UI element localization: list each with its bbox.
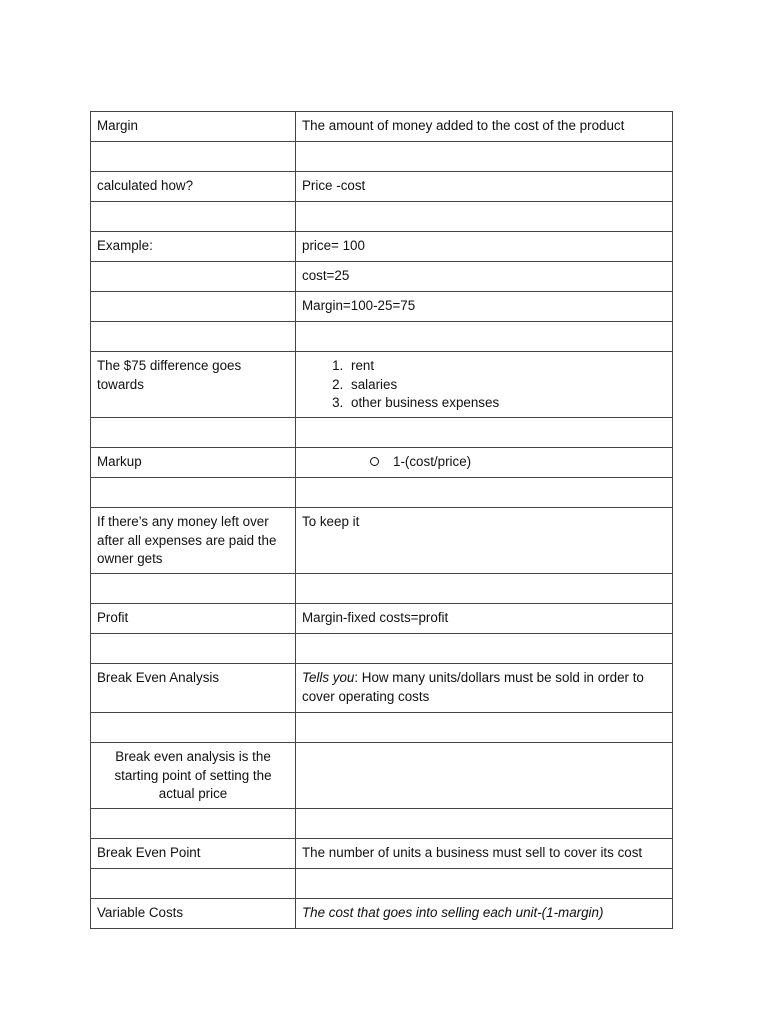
definition-cell: price= 100	[296, 232, 673, 262]
table-row	[91, 142, 673, 172]
term-cell	[91, 262, 296, 292]
definition-cell	[296, 713, 673, 743]
term-cell: Break even analysis is the starting point of setting the actual price	[91, 743, 296, 809]
expense-list	[302, 357, 666, 413]
term-cell	[91, 202, 296, 232]
table-row	[91, 352, 673, 418]
definition-cell: Price -cost	[296, 172, 673, 202]
definition-cell: To keep it	[296, 508, 673, 574]
table-row	[91, 899, 673, 929]
table-row	[91, 292, 673, 322]
term-cell	[91, 478, 296, 508]
definition-cell	[296, 574, 673, 604]
term-cell	[91, 292, 296, 322]
definition-cell	[296, 352, 673, 418]
definition-cell: cost=25	[296, 262, 673, 292]
table-row	[91, 112, 673, 142]
definition-cell: The amount of money added to the cost of the product	[296, 112, 673, 142]
term-cell: Break Even Analysis	[91, 664, 296, 713]
term-cell: calculated how?	[91, 172, 296, 202]
table-row	[91, 202, 673, 232]
definition-cell: Margin=100-25=75	[296, 292, 673, 322]
table-row	[91, 664, 673, 713]
table-row	[91, 809, 673, 839]
term-cell	[91, 869, 296, 899]
table-row	[91, 418, 673, 448]
terms-table	[90, 111, 673, 929]
list-item: 2. salaries	[347, 376, 666, 395]
definition-rest: : How many units/dollars must be sold in order to cover operating costs	[302, 670, 644, 704]
definition-cell	[296, 322, 673, 352]
table-row	[91, 478, 673, 508]
definition-cell	[296, 142, 673, 172]
table-row	[91, 839, 673, 869]
term-cell	[91, 634, 296, 664]
table-row	[91, 604, 673, 634]
list-item: 1. rent	[347, 357, 666, 376]
term-cell: Margin	[91, 112, 296, 142]
definition-cell	[296, 809, 673, 839]
term-cell: If there’s any money left over after all expenses are paid the owner gets	[91, 508, 296, 574]
table-row	[91, 232, 673, 262]
table-row	[91, 262, 673, 292]
definition-cell	[296, 664, 673, 713]
markup-formula: 1-(cost/price)	[393, 454, 472, 469]
term-cell: Variable Costs	[91, 899, 296, 929]
term-cell: Example:	[91, 232, 296, 262]
definition-cell	[296, 448, 673, 478]
table-row	[91, 743, 673, 809]
term-cell	[91, 713, 296, 743]
term-cell: Profit	[91, 604, 296, 634]
table-row	[91, 574, 673, 604]
list-item: 3. other business expenses	[347, 394, 666, 413]
definition-cell	[296, 869, 673, 899]
circle-bullet-icon	[370, 457, 379, 466]
term-cell	[91, 809, 296, 839]
table-row	[91, 713, 673, 743]
term-cell: Markup	[91, 448, 296, 478]
definition-cell	[296, 418, 673, 448]
definition-lead: Tells you	[302, 670, 355, 685]
term-cell	[91, 574, 296, 604]
definition-cell	[296, 743, 673, 809]
definition-cell: The cost that goes into selling each unit-(1-margin)	[296, 899, 673, 929]
table-row	[91, 508, 673, 574]
term-cell	[91, 322, 296, 352]
definition-cell	[296, 634, 673, 664]
term-cell	[91, 142, 296, 172]
term-cell	[91, 418, 296, 448]
definition-cell: Margin-fixed costs=profit	[296, 604, 673, 634]
markup-bullet-item	[302, 453, 666, 472]
definition-cell: The number of units a business must sell to cover its cost	[296, 839, 673, 869]
table-row	[91, 322, 673, 352]
table-row	[91, 448, 673, 478]
table-row	[91, 634, 673, 664]
definition-cell	[296, 478, 673, 508]
term-cell: The $75 difference goes towards	[91, 352, 296, 418]
definition-cell	[296, 202, 673, 232]
table-row	[91, 172, 673, 202]
term-cell: Break Even Point	[91, 839, 296, 869]
table-row	[91, 869, 673, 899]
